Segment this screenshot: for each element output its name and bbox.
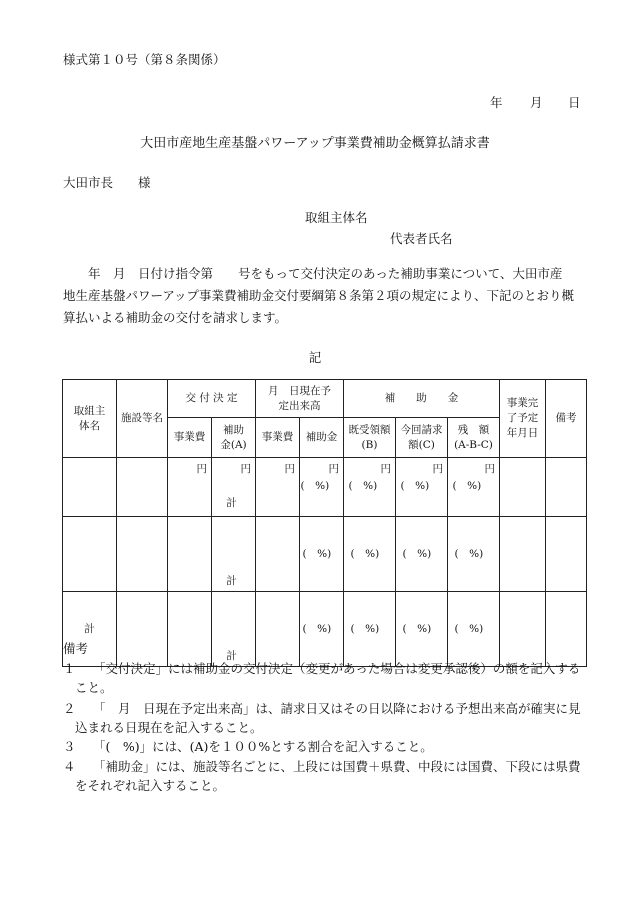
- progress-subsidy-cell[interactable]: [300, 458, 344, 517]
- note-item: [63, 699, 588, 737]
- subheader-current: 今回請求額(C): [396, 418, 448, 458]
- current-cell[interactable]: [396, 458, 448, 517]
- note-item: [63, 737, 588, 756]
- header-facility: 施設等名: [117, 380, 168, 458]
- note-number: １: [63, 661, 76, 676]
- note-continuation: をそれぞれ記入すること。: [75, 778, 226, 793]
- percent-placeholder: ( %): [302, 547, 332, 560]
- subtotal-label: 計: [226, 575, 237, 587]
- remaining-cell[interactable]: [448, 517, 500, 592]
- unit-yen: 円: [196, 463, 207, 475]
- note-text: 「交付決定」には補助金の交付決定（変更があった場合は変更承認後）の額を記入する: [93, 661, 581, 676]
- note-continuation: こと。: [75, 680, 113, 695]
- subheader-cost: 事業費: [256, 418, 300, 458]
- header-completion: 事業完了予定年月日: [500, 380, 546, 458]
- note-item: [63, 757, 588, 795]
- percent-placeholder: ( %): [350, 622, 380, 635]
- total-row: [63, 592, 587, 667]
- subtotal-label: 計: [226, 650, 237, 662]
- subsidy-a-cell[interactable]: [212, 458, 256, 517]
- percent-placeholder: ( %): [400, 480, 430, 492]
- unit-yen: 円: [484, 463, 495, 475]
- completion-cell[interactable]: [500, 458, 546, 517]
- note-text: 「補助金」には、施設等名ごとに、上段には国費＋県費、中段には国費、下段には県費: [93, 759, 581, 774]
- date-day: 日: [568, 95, 581, 110]
- body-line: 年 月 日付け指令第 号をもって交付決定のあった補助事業について、大田市産: [63, 266, 563, 281]
- remaining-cell[interactable]: [448, 458, 500, 517]
- unit-yen: 円: [432, 463, 443, 475]
- unit-yen: 円: [328, 463, 339, 475]
- subsidy-a-cell[interactable]: [212, 592, 256, 667]
- subheader-subsidy-a: 補助金(A): [212, 418, 256, 458]
- entity-cell[interactable]: [63, 458, 117, 517]
- percent-placeholder: ( %): [454, 547, 484, 560]
- table-row: [63, 458, 587, 517]
- completion-cell[interactable]: [500, 592, 546, 667]
- form-number: 様式第１０号（第８条関係）: [63, 52, 226, 67]
- current-cell[interactable]: [396, 592, 448, 667]
- subtotal-label: 計: [226, 497, 237, 509]
- progress-cost-cell[interactable]: [256, 592, 300, 667]
- subheader-received: 既受領額(B): [344, 418, 396, 458]
- cost-cell[interactable]: [168, 517, 212, 592]
- subsidy-a-cell[interactable]: [212, 517, 256, 592]
- note-text: 「( %)」には、(A)を１００%とする割合を記入すること。: [93, 739, 433, 754]
- request-body-text: [63, 263, 588, 329]
- note-number: ２: [63, 701, 76, 716]
- percent-placeholder: ( %): [402, 622, 432, 635]
- addressee: 大田市長 様: [63, 175, 151, 190]
- subheader-remaining: 残 額(A-B-C): [448, 418, 500, 458]
- date-line: [490, 93, 581, 111]
- organization-name-label: 取組主体名: [305, 210, 368, 225]
- document-title: 大田市産地生産基盤パワーアップ事業費補助金概算払請求書: [140, 136, 490, 151]
- note-continuation: 込まれる日現在を記入すること。: [75, 720, 263, 735]
- remaining-cell[interactable]: [448, 592, 500, 667]
- header-entity: 取組主体名: [63, 380, 117, 458]
- note-number: ３: [63, 739, 76, 754]
- completion-cell[interactable]: [500, 517, 546, 592]
- remarks-cell[interactable]: [546, 592, 587, 667]
- header-row: [63, 380, 587, 418]
- progress-cost-cell[interactable]: [256, 458, 300, 517]
- percent-placeholder: ( %): [302, 622, 332, 635]
- representative-name-label: 代表者氏名: [390, 231, 453, 246]
- header-progress: 月 日現在予定出来高: [256, 380, 344, 418]
- note-text: 「 月 日現在予定出来高」は、請求日又はその日以降における予想出来高が確実に見: [93, 701, 581, 716]
- header-subsidy: 補 助 金: [344, 380, 500, 418]
- progress-cost-cell[interactable]: [256, 517, 300, 592]
- remarks-cell[interactable]: [546, 517, 587, 592]
- cost-cell[interactable]: [168, 592, 212, 667]
- ki-heading: 記: [308, 350, 322, 365]
- date-year: 年: [490, 95, 503, 110]
- table-row: [63, 517, 587, 592]
- facility-cell[interactable]: [117, 517, 168, 592]
- request-table: [62, 379, 587, 667]
- percent-placeholder: ( %): [350, 547, 380, 560]
- percent-placeholder: ( %): [452, 480, 482, 492]
- percent-placeholder: ( %): [300, 480, 330, 492]
- remarks-cell[interactable]: [546, 458, 587, 517]
- percent-placeholder: ( %): [454, 622, 484, 635]
- unit-yen: 円: [240, 463, 251, 475]
- entity-cell[interactable]: [63, 517, 117, 592]
- current-cell[interactable]: [396, 517, 448, 592]
- header-remarks: 備考: [546, 380, 587, 458]
- progress-subsidy-cell[interactable]: [300, 592, 344, 667]
- percent-placeholder: ( %): [402, 547, 432, 560]
- received-cell[interactable]: [344, 517, 396, 592]
- progress-subsidy-cell[interactable]: [300, 517, 344, 592]
- received-cell[interactable]: [344, 592, 396, 667]
- notes-title: 備考: [63, 641, 89, 656]
- unit-yen: 円: [284, 463, 295, 475]
- received-cell[interactable]: [344, 458, 396, 517]
- facility-cell[interactable]: [117, 458, 168, 517]
- facility-cell[interactable]: [117, 592, 168, 667]
- header-decision: 交 付 決 定: [168, 380, 256, 418]
- note-item: [63, 659, 588, 697]
- note-number: ４: [63, 759, 76, 774]
- total-label: 計: [63, 592, 117, 667]
- body-line: 地生産基盤パワーアップ事業費補助金交付要綱第８条第２項の規定により、下記のとおり概: [63, 288, 575, 303]
- cost-cell[interactable]: [168, 458, 212, 517]
- body-line: 算払いよる補助金の交付を請求します。: [63, 310, 288, 325]
- unit-yen: 円: [380, 463, 391, 475]
- subheader-cost: 事業費: [168, 418, 212, 458]
- subheader-subsidy: 補助金: [300, 418, 344, 458]
- date-month: 月: [530, 95, 543, 110]
- percent-placeholder: ( %): [348, 480, 378, 492]
